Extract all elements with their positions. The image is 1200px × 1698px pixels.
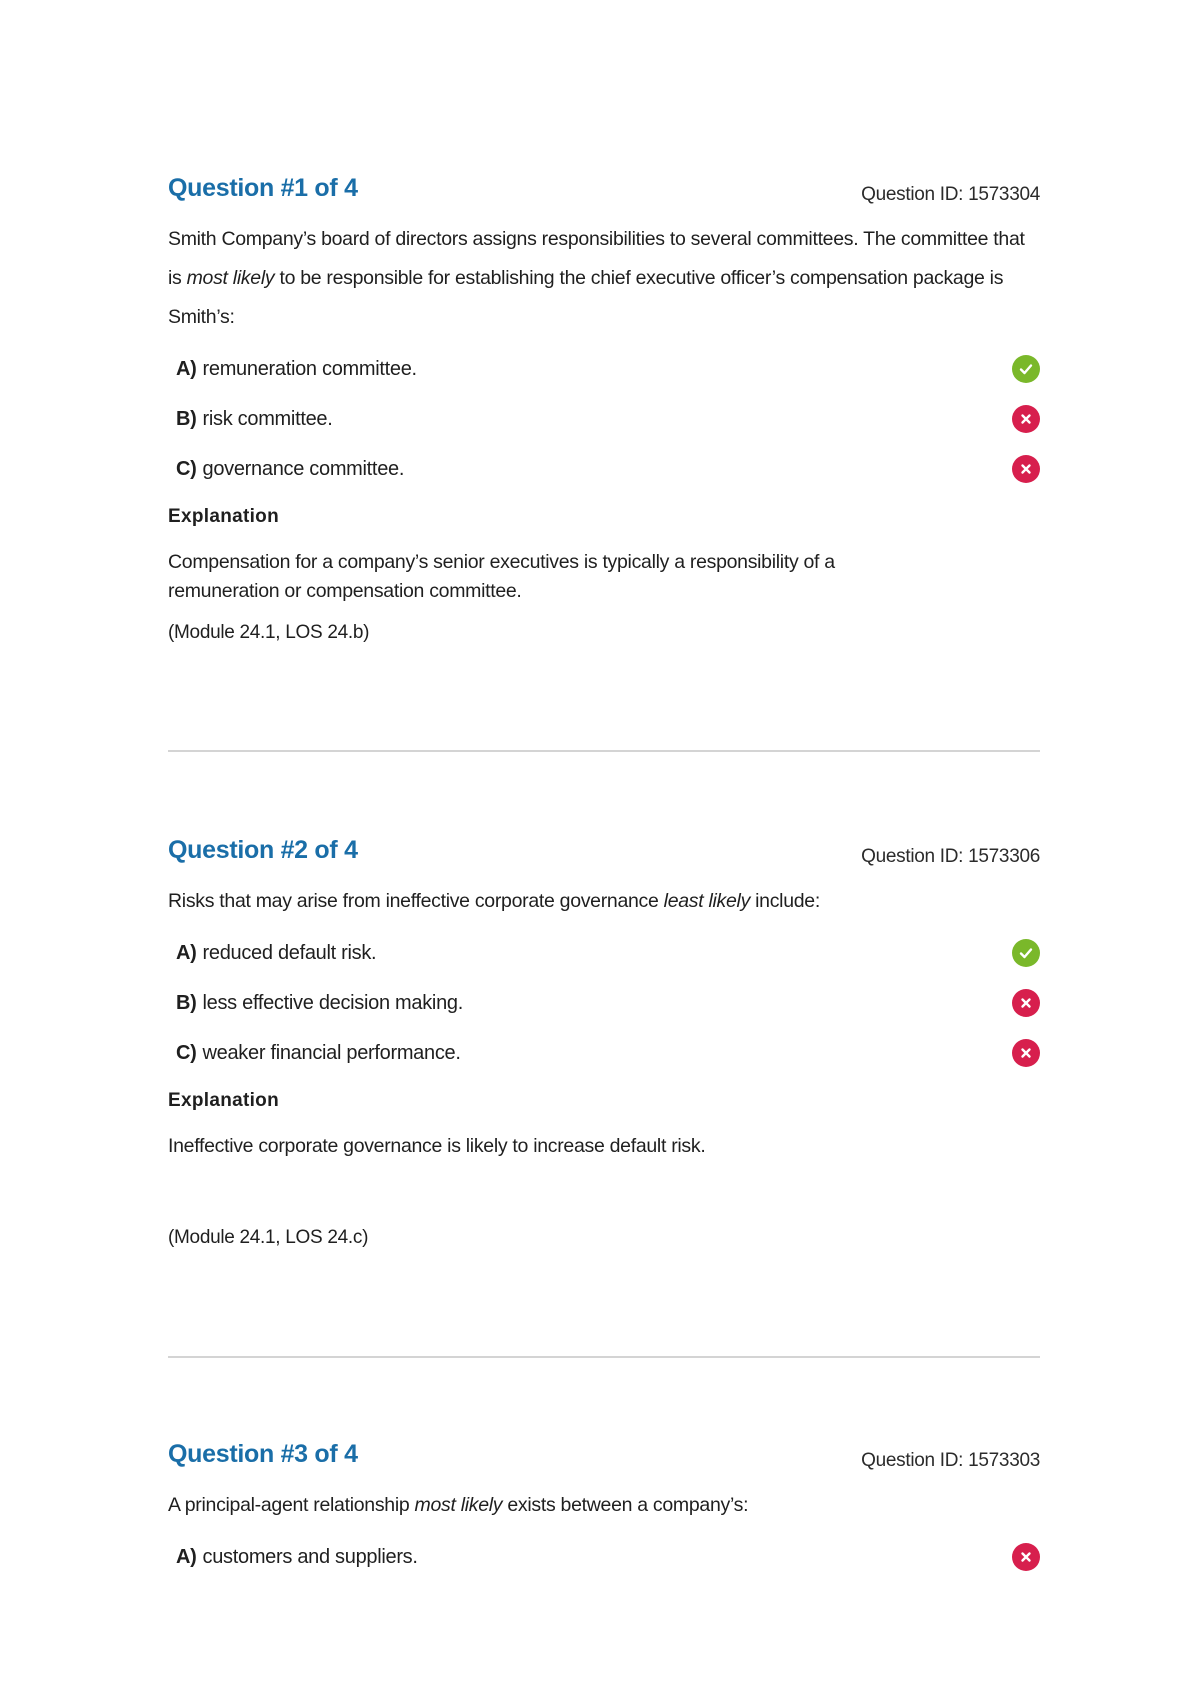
question-stem: A principal-agent relationship most likely exists between a company’s: — [168, 1494, 749, 1516]
los-reference: (Module 24.1, LOS 24.b) — [168, 622, 370, 643]
explanation-heading: Explanation — [168, 506, 279, 527]
x-circle-icon — [1012, 405, 1040, 433]
question-block-1 — [168, 172, 1040, 644]
question-header — [168, 834, 1040, 874]
question-stem: Risks that may arise from ineffective corporate governance least likely include: — [168, 890, 820, 912]
emphasis-text: most likely — [414, 1494, 503, 1516]
los-reference: (Module 24.1, LOS 24.c) — [168, 1227, 369, 1248]
check-circle-icon — [1012, 355, 1040, 383]
question-title: Question #2 of 4 — [168, 836, 358, 864]
explanation-text: Ineffective corporate governance is likely to increase default risk. — [168, 1135, 706, 1157]
option-text: risk committee. — [202, 407, 333, 430]
option-letter: B) — [176, 407, 197, 430]
option-text: reduced default risk. — [202, 941, 377, 964]
question-header — [168, 172, 1040, 212]
x-circle-icon — [1012, 455, 1040, 483]
option-letter: C) — [176, 457, 197, 480]
answer-option-c[interactable] — [168, 444, 1040, 494]
answer-option-a[interactable] — [168, 928, 1040, 978]
explanation-text: Compensation for a company’s senior executives is typically a responsibility of a remuneration or compensation committee. — [168, 551, 835, 602]
question-stem: Smith Company’s board of directors assigns responsibilities to several committees. The committee that is most likely to be responsible for establishing the chief executive officer’s compensation package is Smith’s: — [168, 228, 1025, 328]
x-circle-icon — [1012, 1039, 1040, 1067]
option-letter: A) — [176, 941, 197, 964]
explanation-heading: Explanation — [168, 1090, 279, 1111]
option-letter: B) — [176, 991, 197, 1014]
option-text: governance committee. — [202, 457, 405, 480]
answer-option-a[interactable] — [168, 1532, 1040, 1582]
check-circle-icon — [1012, 939, 1040, 967]
option-text: less effective decision making. — [202, 991, 463, 1014]
option-text: remuneration committee. — [202, 357, 417, 380]
section-divider — [168, 1356, 1040, 1358]
question-id: Question ID: 1573306 — [861, 846, 1040, 867]
question-id: Question ID: 1573304 — [861, 184, 1040, 205]
option-letter: A) — [176, 1545, 197, 1568]
section-divider — [168, 750, 1040, 752]
option-text: customers and suppliers. — [202, 1545, 418, 1568]
answer-options — [168, 344, 1040, 494]
question-block-2 — [168, 834, 1040, 1249]
quiz-review-page — [168, 0, 1040, 1698]
answer-option-a[interactable] — [168, 344, 1040, 394]
emphasis-text: most likely — [186, 267, 275, 289]
question-title: Question #1 of 4 — [168, 174, 358, 202]
answer-options — [168, 928, 1040, 1078]
answer-option-c[interactable] — [168, 1028, 1040, 1078]
x-circle-icon — [1012, 1543, 1040, 1571]
x-circle-icon — [1012, 989, 1040, 1017]
option-letter: C) — [176, 1041, 197, 1064]
answer-option-b[interactable] — [168, 394, 1040, 444]
question-header — [168, 1438, 1040, 1478]
option-letter: A) — [176, 357, 197, 380]
answer-option-b[interactable] — [168, 978, 1040, 1028]
question-title: Question #3 of 4 — [168, 1440, 358, 1468]
question-block-3 — [168, 1438, 1040, 1582]
answer-options — [168, 1532, 1040, 1582]
question-id: Question ID: 1573303 — [861, 1450, 1040, 1471]
option-text: weaker financial performance. — [202, 1041, 461, 1064]
emphasis-text: least likely — [663, 890, 751, 912]
